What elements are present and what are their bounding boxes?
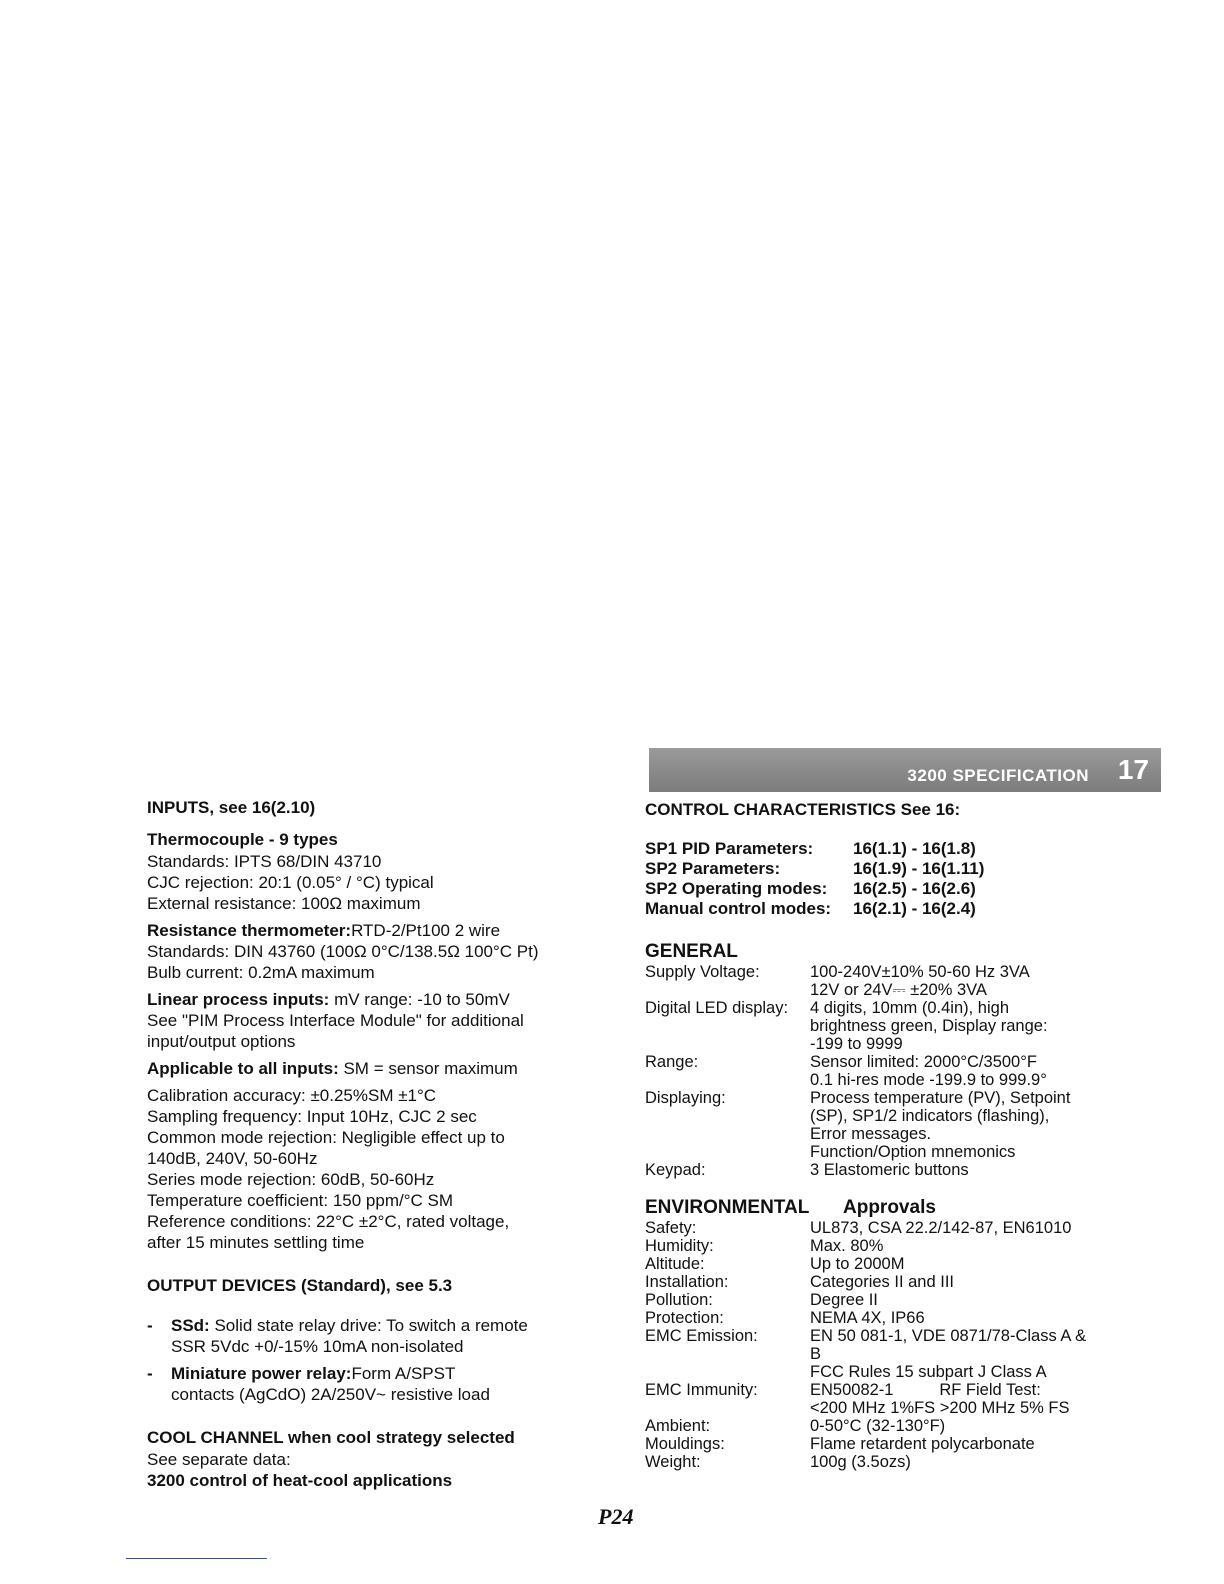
cool-channel-bold: 3200 control of heat-cool applications <box>147 1471 453 1490</box>
spec-value-line: Process temperature (PV), Setpoint <box>810 1089 1071 1107</box>
applicable-item: Temperature coefficient: 150 ppm/°C SM <box>147 1191 454 1210</box>
spec-value-line: UL873, CSA 22.2/142-87, EN61010 <box>810 1219 1072 1237</box>
spec-value <box>810 1053 1145 1089</box>
applicable-label: Applicable to all inputs: <box>147 1059 339 1078</box>
ssd-line2: SSR 5Vdc +0/-15% 10mA non-isolated <box>171 1337 464 1356</box>
spec-value <box>810 1417 1145 1435</box>
relay-line2: contacts (AgCdO) 2A/250V~ resistive load <box>171 1385 490 1404</box>
param-value: 16(2.1) - 16(2.4) <box>853 899 976 918</box>
spec-value-line: <200 MHz 1%FS >200 MHz 5% FS <box>810 1399 1070 1417</box>
spec-row <box>645 963 1145 999</box>
param-label: Manual control modes: <box>645 899 832 918</box>
param-value: 16(1.1) - 16(1.8) <box>853 839 976 858</box>
spec-value <box>810 999 1145 1053</box>
output-devices-heading: OUTPUT DEVICES (Standard), see 5.3 <box>147 1276 453 1295</box>
spec-value-line: Flame retardent polycarbonate <box>810 1435 1035 1453</box>
linear-label: Linear process inputs: <box>147 990 330 1009</box>
spec-key: Mouldings: <box>645 1435 725 1453</box>
section-header-bar <box>649 748 1161 792</box>
spec-key: EMC Immunity: <box>645 1381 758 1399</box>
spec-key: Protection: <box>645 1309 724 1327</box>
spec-key: Humidity: <box>645 1237 714 1255</box>
resistance-thermometer-line <box>147 920 597 941</box>
spec-key: Ambient: <box>645 1417 711 1435</box>
relay-text: Form A/SPST <box>351 1364 456 1383</box>
spec-value-line: Max. 80% <box>810 1237 884 1255</box>
thermocouple-line: Standards: IPTS 68/DIN 43710 <box>147 852 382 871</box>
relay-label: Miniature power relay: <box>171 1364 352 1383</box>
spec-row <box>645 1219 1145 1237</box>
ssd-item <box>147 1315 597 1357</box>
spec-row <box>645 1237 1145 1255</box>
param-row <box>645 839 1145 859</box>
spec-key: Installation: <box>645 1273 729 1291</box>
general-specs <box>645 963 1145 1179</box>
spec-row <box>645 1417 1145 1435</box>
param-row <box>645 859 1145 879</box>
spec-value-line: Function/Option mnemonics <box>810 1143 1016 1161</box>
spec-value-line: -199 to 9999 <box>810 1035 903 1053</box>
section-title: 3200 SPECIFICATION <box>907 766 1089 785</box>
linear-line: input/output options <box>147 1032 296 1051</box>
ssd-text: Solid state relay drive: To switch a remote <box>214 1316 528 1335</box>
spec-key: Keypad: <box>645 1161 706 1179</box>
spec-key: Supply Voltage: <box>645 963 760 981</box>
bullet-dash: - <box>147 1364 153 1383</box>
spec-key: Weight: <box>645 1453 701 1471</box>
spec-value-line: 3 Elastomeric buttons <box>810 1161 969 1179</box>
spec-value <box>810 1219 1145 1237</box>
spec-value-line: (SP), SP1/2 indicators (flashing), <box>810 1107 1050 1125</box>
bullet-dash: - <box>147 1316 153 1335</box>
spec-value-line: FCC Rules 15 subpart J Class A <box>810 1363 1047 1381</box>
applicable-item: Common mode rejection: Negligible effect up to <box>147 1128 505 1147</box>
spec-row <box>645 1309 1145 1327</box>
spec-value-line: 100-240V±10% 50-60 Hz 3VA <box>810 963 1030 981</box>
spec-row <box>645 1327 1145 1381</box>
right-column <box>645 799 1145 1471</box>
spec-row <box>645 1089 1145 1161</box>
spec-value-line: NEMA 4X, IP66 <box>810 1309 925 1327</box>
spec-value <box>810 1453 1145 1471</box>
applicable-item: Series mode rejection: 60dB, 50-60Hz <box>147 1170 435 1189</box>
spec-key: Altitude: <box>645 1255 705 1273</box>
param-value: 16(2.5) - 16(2.6) <box>853 879 976 898</box>
spec-value-line: Up to 2000M <box>810 1255 905 1273</box>
thermocouple-line: External resistance: 100Ω maximum <box>147 894 421 913</box>
spec-row <box>645 1053 1145 1089</box>
spec-row <box>645 1161 1145 1179</box>
spec-row <box>645 1453 1145 1471</box>
linear-value: mV range: -10 to 50mV <box>334 990 510 1009</box>
spec-key: Displaying: <box>645 1089 726 1107</box>
relay-item <box>147 1363 597 1405</box>
cool-channel-heading: COOL CHANNEL when cool strategy selected <box>147 1428 515 1447</box>
spec-value-line: brightness green, Display range: <box>810 1017 1048 1035</box>
applicable-line <box>147 1058 597 1079</box>
spec-value <box>810 1309 1145 1327</box>
environmental-heading: ENVIRONMENTAL <box>645 1197 810 1218</box>
general-heading: GENERAL <box>645 941 738 962</box>
applicable-item: Sampling frequency: Input 10Hz, CJC 2 sec <box>147 1107 477 1126</box>
spec-key: Digital LED display: <box>645 999 789 1017</box>
applicable-item: Calibration accuracy: ±0.25%SM ±1°C <box>147 1086 437 1105</box>
spec-value <box>810 1089 1145 1161</box>
param-row <box>645 899 1145 919</box>
param-label: SP2 Parameters: <box>645 859 781 878</box>
spec-value <box>810 1255 1145 1273</box>
spec-row <box>645 1381 1145 1417</box>
spec-value-line: 4 digits, 10mm (0.4in), high <box>810 999 1010 1017</box>
resistance-label: Resistance thermometer: <box>147 921 352 940</box>
spec-value-line: 0.1 hi-res mode -199.9 to 999.9° <box>810 1071 1047 1089</box>
spec-key: EMC Emission: <box>645 1327 758 1345</box>
applicable-value: SM = sensor maximum <box>343 1059 518 1078</box>
resistance-line: Bulb current: 0.2mA maximum <box>147 963 375 982</box>
spec-value <box>810 1273 1145 1291</box>
spec-key: Range: <box>645 1053 699 1071</box>
spec-value <box>810 963 1145 999</box>
spec-value-line: EN50082-1 RF Field Test: <box>810 1381 1041 1399</box>
spec-value-line: 100g (3.5ozs) <box>810 1453 911 1471</box>
spec-value <box>810 1435 1145 1453</box>
applicable-item: after 15 minutes settling time <box>147 1233 365 1252</box>
page-number: P24 <box>598 1504 634 1529</box>
param-label: SP2 Operating modes: <box>645 879 828 898</box>
spec-value-line: 0-50°C (32-130°F) <box>810 1417 946 1435</box>
applicable-item: 140dB, 240V, 50-60Hz <box>147 1149 318 1168</box>
resistance-value: RTD-2/Pt100 2 wire <box>351 921 501 940</box>
inputs-heading: INPUTS, see 16(2.10) <box>147 798 316 817</box>
param-value: 16(1.9) - 16(1.11) <box>853 859 985 878</box>
spec-row <box>645 1273 1145 1291</box>
spec-row <box>645 999 1145 1053</box>
spec-value <box>810 1161 1145 1179</box>
linear-line: See "PIM Process Interface Module" for additional <box>147 1011 524 1030</box>
spec-value <box>810 1291 1145 1309</box>
spec-value <box>810 1381 1145 1417</box>
spec-key: Safety: <box>645 1219 697 1237</box>
linear-inputs-line <box>147 989 597 1010</box>
spec-value-line: Sensor limited: 2000°C/3500°F <box>810 1053 1037 1071</box>
spec-value-line: EN 50 081-1, VDE 0871/78-Class A & <box>810 1327 1087 1345</box>
spec-value-line: Degree II <box>810 1291 878 1309</box>
environmental-specs <box>645 1219 1145 1471</box>
spec-value-line: B <box>810 1345 822 1363</box>
ssd-label: SSd: <box>171 1316 210 1335</box>
spec-value-line: Categories II and III <box>810 1273 954 1291</box>
control-params <box>645 839 1145 919</box>
spec-row <box>645 1255 1145 1273</box>
cool-channel-line: See separate data: <box>147 1450 291 1469</box>
param-label: SP1 PID Parameters: <box>645 839 814 858</box>
approvals-heading: Approvals <box>843 1197 936 1218</box>
spec-row <box>645 1291 1145 1309</box>
thermocouple-line: CJC rejection: 20:1 (0.05° / °C) typical <box>147 873 434 892</box>
left-column <box>147 797 597 1491</box>
footer-rule <box>126 1558 267 1559</box>
applicable-item: Reference conditions: 22°C ±2°C, rated voltage, <box>147 1212 510 1231</box>
section-page-number: 17 <box>1117 754 1149 785</box>
spec-value-line: 12V or 24V⎓ ±20% 3VA <box>810 981 987 999</box>
param-row <box>645 879 1145 899</box>
spec-value-line: Error messages. <box>810 1125 932 1143</box>
spec-key: Pollution: <box>645 1291 713 1309</box>
thermocouple-heading: Thermocouple - 9 types <box>147 830 338 849</box>
environmental-heading-row <box>645 1197 1145 1219</box>
spec-value <box>810 1237 1145 1255</box>
spec-row <box>645 1435 1145 1453</box>
spec-value <box>810 1327 1145 1381</box>
control-characteristics-heading: CONTROL CHARACTERISTICS See 16: <box>645 800 961 819</box>
resistance-line: Standards: DIN 43760 (100Ω 0°C/138.5Ω 100°C Pt) <box>147 942 539 961</box>
